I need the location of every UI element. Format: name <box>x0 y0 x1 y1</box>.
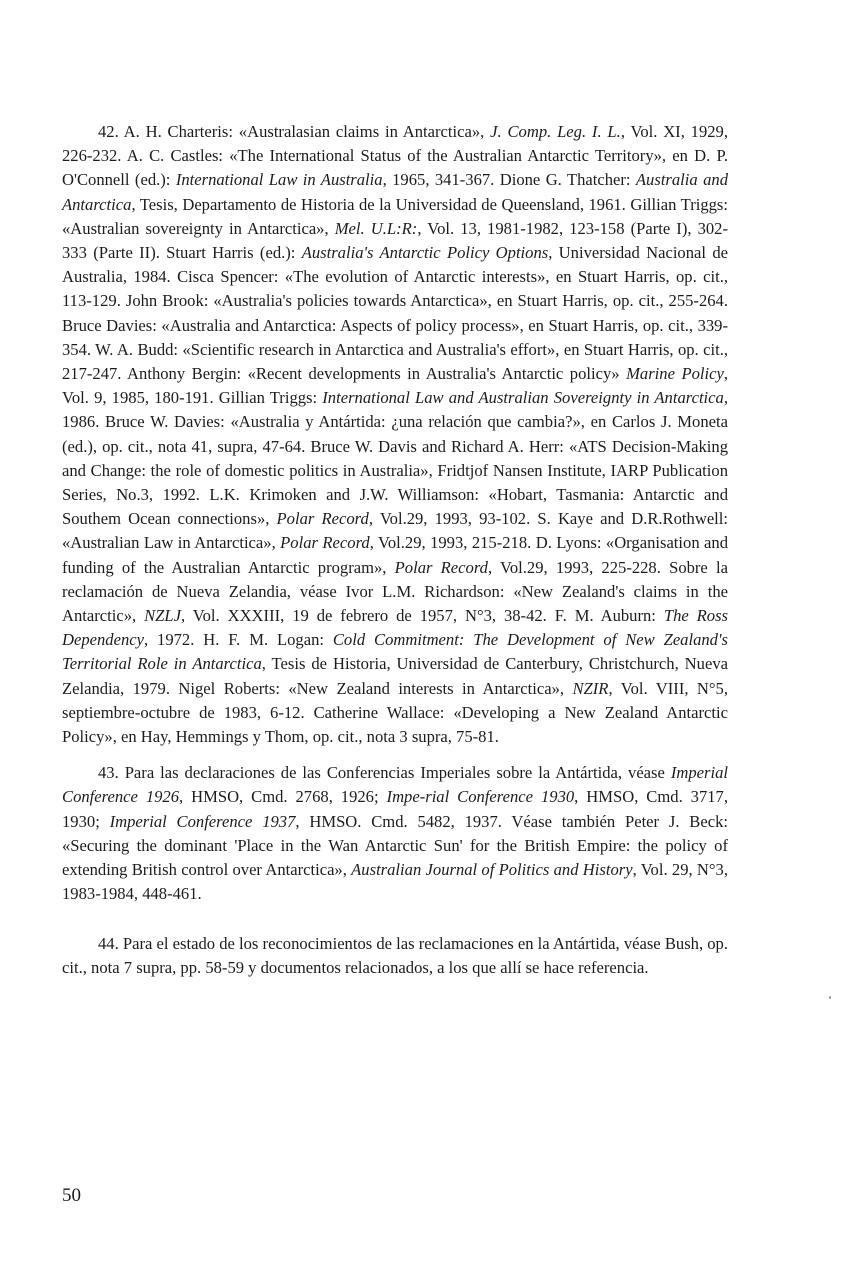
footnote-text: 43. Para las declaraciones de las Conferencias Imperiales sobre la Antártida, véase <box>98 763 671 783</box>
italic-title: Polar Record <box>394 557 488 577</box>
footnote-text: , Tesis, Departamento de Historia de la Universidad de Queensland, 1961. Gillian Triggs: «Australian sovereignty in Antarctica», <box>62 194 728 238</box>
footnotes-body <box>62 120 728 980</box>
footnote-text: , Vol. 29, N°3, 1983-1984, 448-461. <box>62 860 728 904</box>
footnote-text: , Vol. VIII, N°5, septiembre-octubre de 1983, 6-12. Catherine Wallace: «Developing a New Zealand Antarctic Policy», en Hay, Hemmings y Thom, op. cit., nota 3 supra, 75-81. <box>62 678 728 747</box>
footnote-text: , HMSO. Cmd. 5482, 1937. Véase también Peter J. Beck: «Securing the dominant 'Place in the Wan Antarctic Sun' for the British Empire: the policy of extending British control over Antarctica», <box>62 811 728 880</box>
footnote-text: , HMSO, Cmd. 2768, 1926; <box>179 787 387 807</box>
italic-title: Mel. U.L:R: <box>334 218 418 238</box>
footnote-44 <box>62 932 728 980</box>
footnote-text: , HMSO, Cmd. 3717, 1930; <box>62 787 729 831</box>
italic-title: Polar Record <box>280 533 370 553</box>
footnote-43 <box>62 761 728 906</box>
footnote-text: , Vol.29, 1993, 215-218. D. Lyons: «Organisation and funding of the Australian Antarctic program», <box>62 533 729 577</box>
footnote-text: , 1972. H. F. M. Logan: <box>144 630 333 650</box>
footnote-text: 42. A. H. Charteris: «Australasian claims in Antarctica», <box>98 122 491 141</box>
footnote-text: , Tesis de Historia, Universidad de Canterbury, Christchurch, Nueva Zelandia, 1979. Nigel Roberts: «New Zealand interests in Antarctica», <box>62 654 728 698</box>
footnote-text: , Vol.29, 1993, 93-102. S. Kaye and D.R.Rothwell: «Australian Law in Antarctica», <box>62 509 729 553</box>
scan-speck <box>829 996 831 999</box>
footnote-text: , Vol. XI, 1929, 226-232. A. C. Castles: «The International Status of the Australian Antarctic Territory», en D. P. O'Connell (ed.): <box>62 122 728 190</box>
footnote-text: , 1965, 341-367. Dione G. Thatcher: <box>382 170 636 190</box>
italic-title: Australia and Antarctica <box>62 170 728 214</box>
italic-title: Australia's Antarctic Policy Options <box>301 243 549 263</box>
italic-title: Polar Record <box>276 509 369 529</box>
italic-title: NZIR <box>572 678 609 698</box>
italic-title: International Law in Australia <box>175 170 383 190</box>
italic-title: J. Comp. Leg. I. L. <box>490 122 621 141</box>
footnote-text: , Vol. 9, 1985, 180-191. Gillian Triggs: <box>62 364 728 408</box>
italic-title: Marine Policy <box>626 364 724 384</box>
italic-title: Australian Journal of Politics and History <box>351 860 633 880</box>
footnote-text: , 1986. Bruce W. Davies: «Australia y Antártida: ¿una relación que cambia?», en Carlos J. Moneta (ed.), op. cit., nota 41, supra, 47-64. Bruce W. Davis and Richard A. Herr: «ATS Decision-Making and Change: the role of domestic politics in Australia», Fridtjof Nansen Institute, IARP Publication Series, No.3, 1992. L.K. Krimoken and J.W. Williamson: «Hobart, Tasmania: Antarctic and Southem Ocean connections», <box>62 388 728 529</box>
italic-title: Cold Commitment: The Development of New Zealand's Territorial Role in Antarctica <box>62 630 728 674</box>
footnote-text: , Vol. XXXIII, 19 de febrero de 1957, N°3, 38-42. F. M. Auburn: <box>181 606 664 626</box>
italic-title: Imperial Conference 1937 <box>109 811 296 831</box>
footnote-text: , Vol.29, 1993, 225-228. Sobre la reclamación de Nueva Zelandia, véase Ivor L.M. Richardson: «New Zealand's claims in the Antarctic», <box>62 557 728 626</box>
footnote-text: , Universidad Nacional de Australia, 1984. Cisca Spencer: «The evolution of Antarctic interests», en Stuart Harris, op. cit., 113-129. John Brook: «Australia's policies towards Antarctica», en Stuart Harris, op. cit., 255-264. Bruce Davies: «Australia and Antarctica: Aspects of policy process», en Stuart Harris, op. cit., 339-354. W. A. Budd: «Scientific research in Antarctica and Australia's effort», en Stuart Harris, op. cit., 217-247. Anthony Bergin: «Recent developments in Australia's Antarctic policy» <box>62 243 728 384</box>
italic-title: International Law and Australian Sovereignty in Antarctica <box>322 388 724 408</box>
italic-title: Imperial Conference 1926 <box>62 763 728 807</box>
italic-title: The Ross Dependency <box>62 606 729 650</box>
footnote-text: 44. Para el estado de los reconocimientos de las reclamaciones en la Antártida, véase Bush, op. cit., nota 7 supra, pp. 58-59 y documentos relacionados, a los que allí se hace referencia. <box>62 933 728 977</box>
italic-title: NZLJ <box>144 606 181 626</box>
footnote-42 <box>62 120 728 749</box>
page-number: 50 <box>62 1185 81 1206</box>
footnote-text: , Vol. 13, 1981-1982, 123-158 (Parte I), 302-333 (Parte II). Stuart Harris (ed.): <box>62 218 728 263</box>
italic-title: Impe-rial Conference 1930 <box>386 787 575 807</box>
